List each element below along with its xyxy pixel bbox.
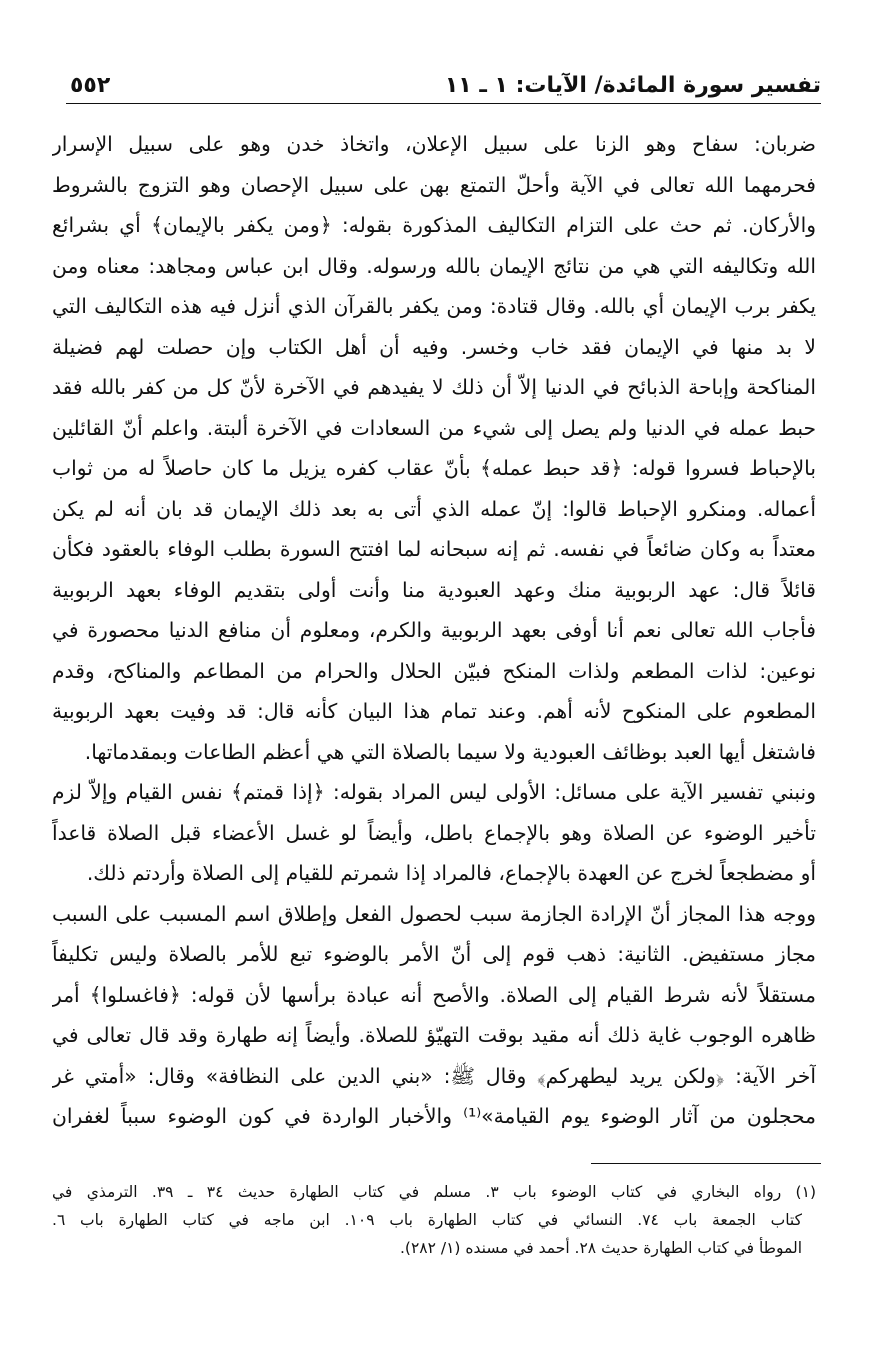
body-line: ضربان: سفاح وهو الزنا على سبيل الإعلان، واتخاذ خدن وهو على سبيل الإسرار — [52, 132, 816, 156]
header-divider — [66, 103, 821, 104]
body-line: أعماله. ومنكرو الإحباط قالوا: إنّ عمله الذي أتى به بعد ذلك الإيمان قد بان أنه لم يكن — [52, 496, 816, 521]
body-line: والأركان. ثم حث على التزام التكاليف المذكورة بقوله: ﴿ومن يكفر بالإيمان﴾ أي بشرائع — [52, 213, 816, 237]
body-line: حبط عمله في الدنيا ولم يصل إلى شيء من السعادات في الآخرة ألبتة. واعلم أنّ القائلين — [52, 415, 816, 440]
body-line: يكفر برب الإيمان أي بالله. وقال قتادة: ومن يكفر بالقرآن الذي أنزل فيه هذه التكاليف التي — [52, 294, 816, 318]
body-line: آخر الآية: ﴿ولكن يريد ليطهركم﴾ وقال ﷺ: «بني الدين على النظافة» وقال: «أمتي غر — [52, 1063, 816, 1088]
body-line: أو مضطجعاً لخرج عن العهدة بالإجماع، فالمراد إذا شمرتم للقيام إلى الصلاة وأردتم ذلك. — [86, 861, 816, 885]
body-line: نوعين: لذات المطعم ولذات المنكح فبيّن الحلال والحرام من المطاعم والمناكح، وقدم — [52, 658, 816, 683]
body-line: مجاز مستفيض. الثانية: ذهب قوم إلى أنّ الأمر بالوضوء تبع للأمر بالصلاة وليس تكليفاً — [52, 942, 816, 966]
body-line: ظاهره الوجوب غاية ذلك أنه مقيد بوقت التهيّؤ للصلاة. وأيضاً إنه طهارة وقد قال تعالى في — [52, 1023, 816, 1047]
footnotes — [52, 1178, 816, 1262]
page-header — [70, 68, 821, 102]
body-line: محجلون من آثار الوضوء يوم القيامة»⁽¹⁾ والأخبار الواردة في كون الوضوء سبباً لغفران — [52, 1104, 816, 1128]
footnote-line: كتاب الجمعة باب ٧٤. النسائي في كتاب الطهارة باب ١٠٩. ابن ماجه في كتاب الطهارة باب ٦. — [52, 1211, 802, 1229]
body-line: الله وتكاليفه التي هي من نتائج الإيمان بالله ورسوله. وقال ابن عباس ومجاهد: معناه ومن — [52, 253, 816, 278]
body-text — [52, 124, 816, 1137]
body-line: ونبني تفسير الآية على مسائل: الأولى ليس المراد بقوله: ﴿إذا قمتم﴾ نفس القيام وإلاّ لزم — [52, 780, 816, 804]
page-number: ٥٥٢ — [70, 72, 111, 98]
body-line: بالإحباط فسروا قوله: ﴿قد حبط عمله﴾ بأنّ عقاب كفره يزيل ما كان حاصلاً له من ثواب — [52, 456, 816, 480]
body-line: تأخير الوضوء عن الصلاة وهو بالإجماع باطل، وأيضاً لو غسل الأعضاء قبل الصلاة قاعداً — [52, 820, 816, 845]
body-line: المناكحة وإباحة الذبائح في الدنيا إلاّ أن ذلك لا يفيدهم في الآخرة لأنّ كل من كفر بالله فقد — [52, 375, 816, 399]
body-line: مستقلاً لأنه شرط القيام إلى الصلاة. والأصح أنه عبادة برأسها لأن قوله: ﴿فاغسلوا﴾ أمر — [52, 982, 816, 1007]
body-line: فاشتغل أيها العبد بوظائف العبودية ولا سيما بالصلاة التي هي أعظم الطاعات وبمقدماتها. — [84, 739, 816, 764]
footnote-divider — [591, 1163, 821, 1164]
footnote-line: (١) رواه البخاري في كتاب الوضوء باب ٣. مسلم في كتاب الطهارة حديث ٣٤ ـ ٣٩. الترمذي في — [52, 1183, 816, 1201]
body-line: معتداً به وكان ضائعاً في نفسه. ثم إنه سبحانه لما افتتح السورة بطلب الوفاء بالعقود فكأن — [52, 537, 816, 561]
footnote-line: الموطأ في كتاب الطهارة حديث ٢٨. أحمد في مسنده (١/ ٢٨٢). — [399, 1239, 802, 1257]
body-line: لا بد منها في الإيمان فقد خاب وخسر. وفيه أن أهل الكتاب وإن حصلت لهم فضيلة — [52, 334, 816, 359]
body-line: المطعوم على المنكوح لأنه أهم. وعند تمام هذا البيان كأنه قال: قد وفيت بعهد الربوبية — [52, 699, 816, 723]
body-line: قائلاً قال: عهد الربوبية منك وعهد العبودية منا وأنت أولى بتقديم الوفاء بعهد الربوبية — [52, 577, 816, 602]
body-line: فحرمهما الله تعالى في الآية وأحلّ التمتع بهن على سبيل الإحصان وهو التزوج بالشروط — [52, 172, 816, 197]
running-title: تفسير سورة المائدة/ الآيات: ١ ـ ١١ — [444, 72, 821, 98]
body-line: ووجه هذا المجاز أنّ الإرادة الجازمة سبب لحصول الفعل وإطلاق اسم المسبب على السبب — [52, 901, 816, 926]
body-line: فأجاب الله تعالى نعم أنا أوفى بعهد الربوبية والكرم، ومعلوم أن منافع الدنيا محصورة في — [52, 618, 816, 642]
